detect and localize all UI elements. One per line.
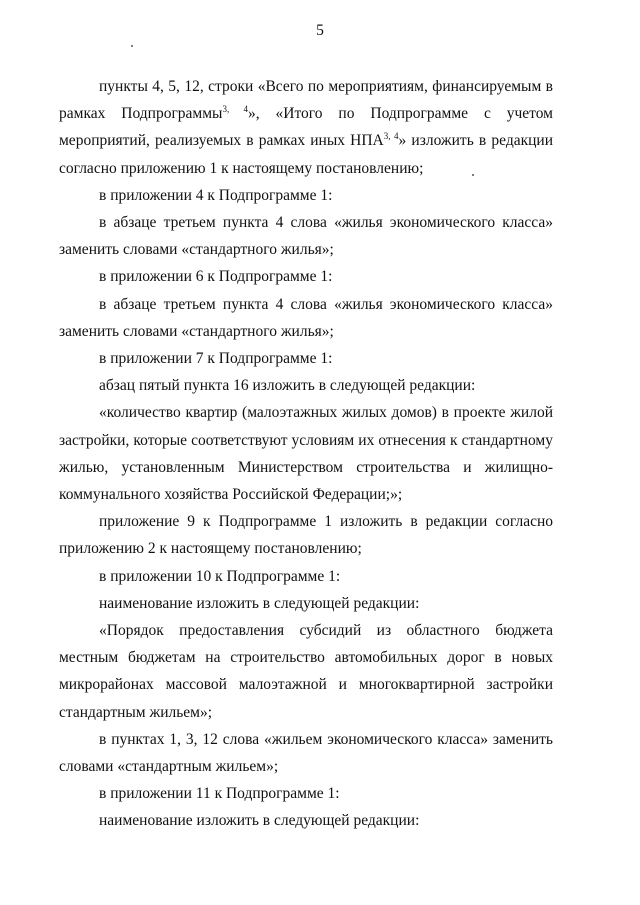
- paragraph: приложение 9 к Подпрограмме 1 изложить в редакции согласно приложению 2 к настоящему постановлению;: [59, 513, 553, 558]
- paragraph: наименование изложить в следующей редакции:: [99, 594, 420, 612]
- paragraph-1-part-b: », «Итого по Подпрограмме с учетом мероприятий, реализуемых в рамках иных НПА: [59, 105, 553, 150]
- paragraph: в приложении 11 к Подпрограмме 1:: [99, 785, 340, 803]
- paragraph: в приложении 7 к Подпрограмме 1:: [99, 350, 333, 368]
- scan-speck: [131, 45, 133, 47]
- footnote-ref: 3, 4: [383, 131, 399, 142]
- paragraph: в приложении 4 к Подпрограмме 1:: [99, 186, 333, 204]
- paragraph: в приложении 6 к Подпрограмме 1:: [99, 268, 333, 286]
- paragraph-1: [59, 73, 553, 182]
- paragraph: «количество квартир (малоэтажных жилых домов) в проекте жилой застройки, которые соответствуют условиям их отнесения к стандартному жилью, установленным Министерством строительства и жилищно-коммунального хозяйства Российской Федерации;»;: [59, 404, 553, 504]
- page-number: 5: [316, 22, 324, 39]
- paragraph: в приложении 10 к Подпрограмме 1:: [99, 567, 341, 585]
- paragraph: абзац пятый пункта 16 изложить в следующей редакции:: [99, 377, 476, 395]
- document-body: [59, 73, 553, 835]
- paragraph: в пунктах 1, 3, 12 слова «жильем экономического класса» заменить словами «стандартным жильем»;: [59, 730, 553, 776]
- paragraph-1-part-a: пункты 4, 5, 12, строки «Всего по мероприятиям, финансируемым в рамках Подпрограммы: [59, 78, 553, 123]
- footnote-ref: 3, 4: [222, 104, 248, 115]
- paragraph: в абзаце третьем пункта 4 слова «жилья экономического класса» заменить словами «стандартного жилья»;: [59, 295, 553, 340]
- paragraph: в абзаце третьем пункта 4 слова «жилья экономического класса» заменить словами «стандартного жилья»;: [59, 214, 553, 259]
- paragraph-1-part-c: » изложить в редакции согласно приложению 1 к настоящему постановлению;: [59, 132, 554, 177]
- paragraph: «Порядок предоставления субсидий из областного бюджета местным бюджетам на строительство автомобильных дорог в новых микрорайонах массовой малоэтажной и многоквартирной застройки стандартным жильем»;: [59, 622, 553, 721]
- paragraph: наименование изложить в следующей редакции:: [99, 812, 420, 830]
